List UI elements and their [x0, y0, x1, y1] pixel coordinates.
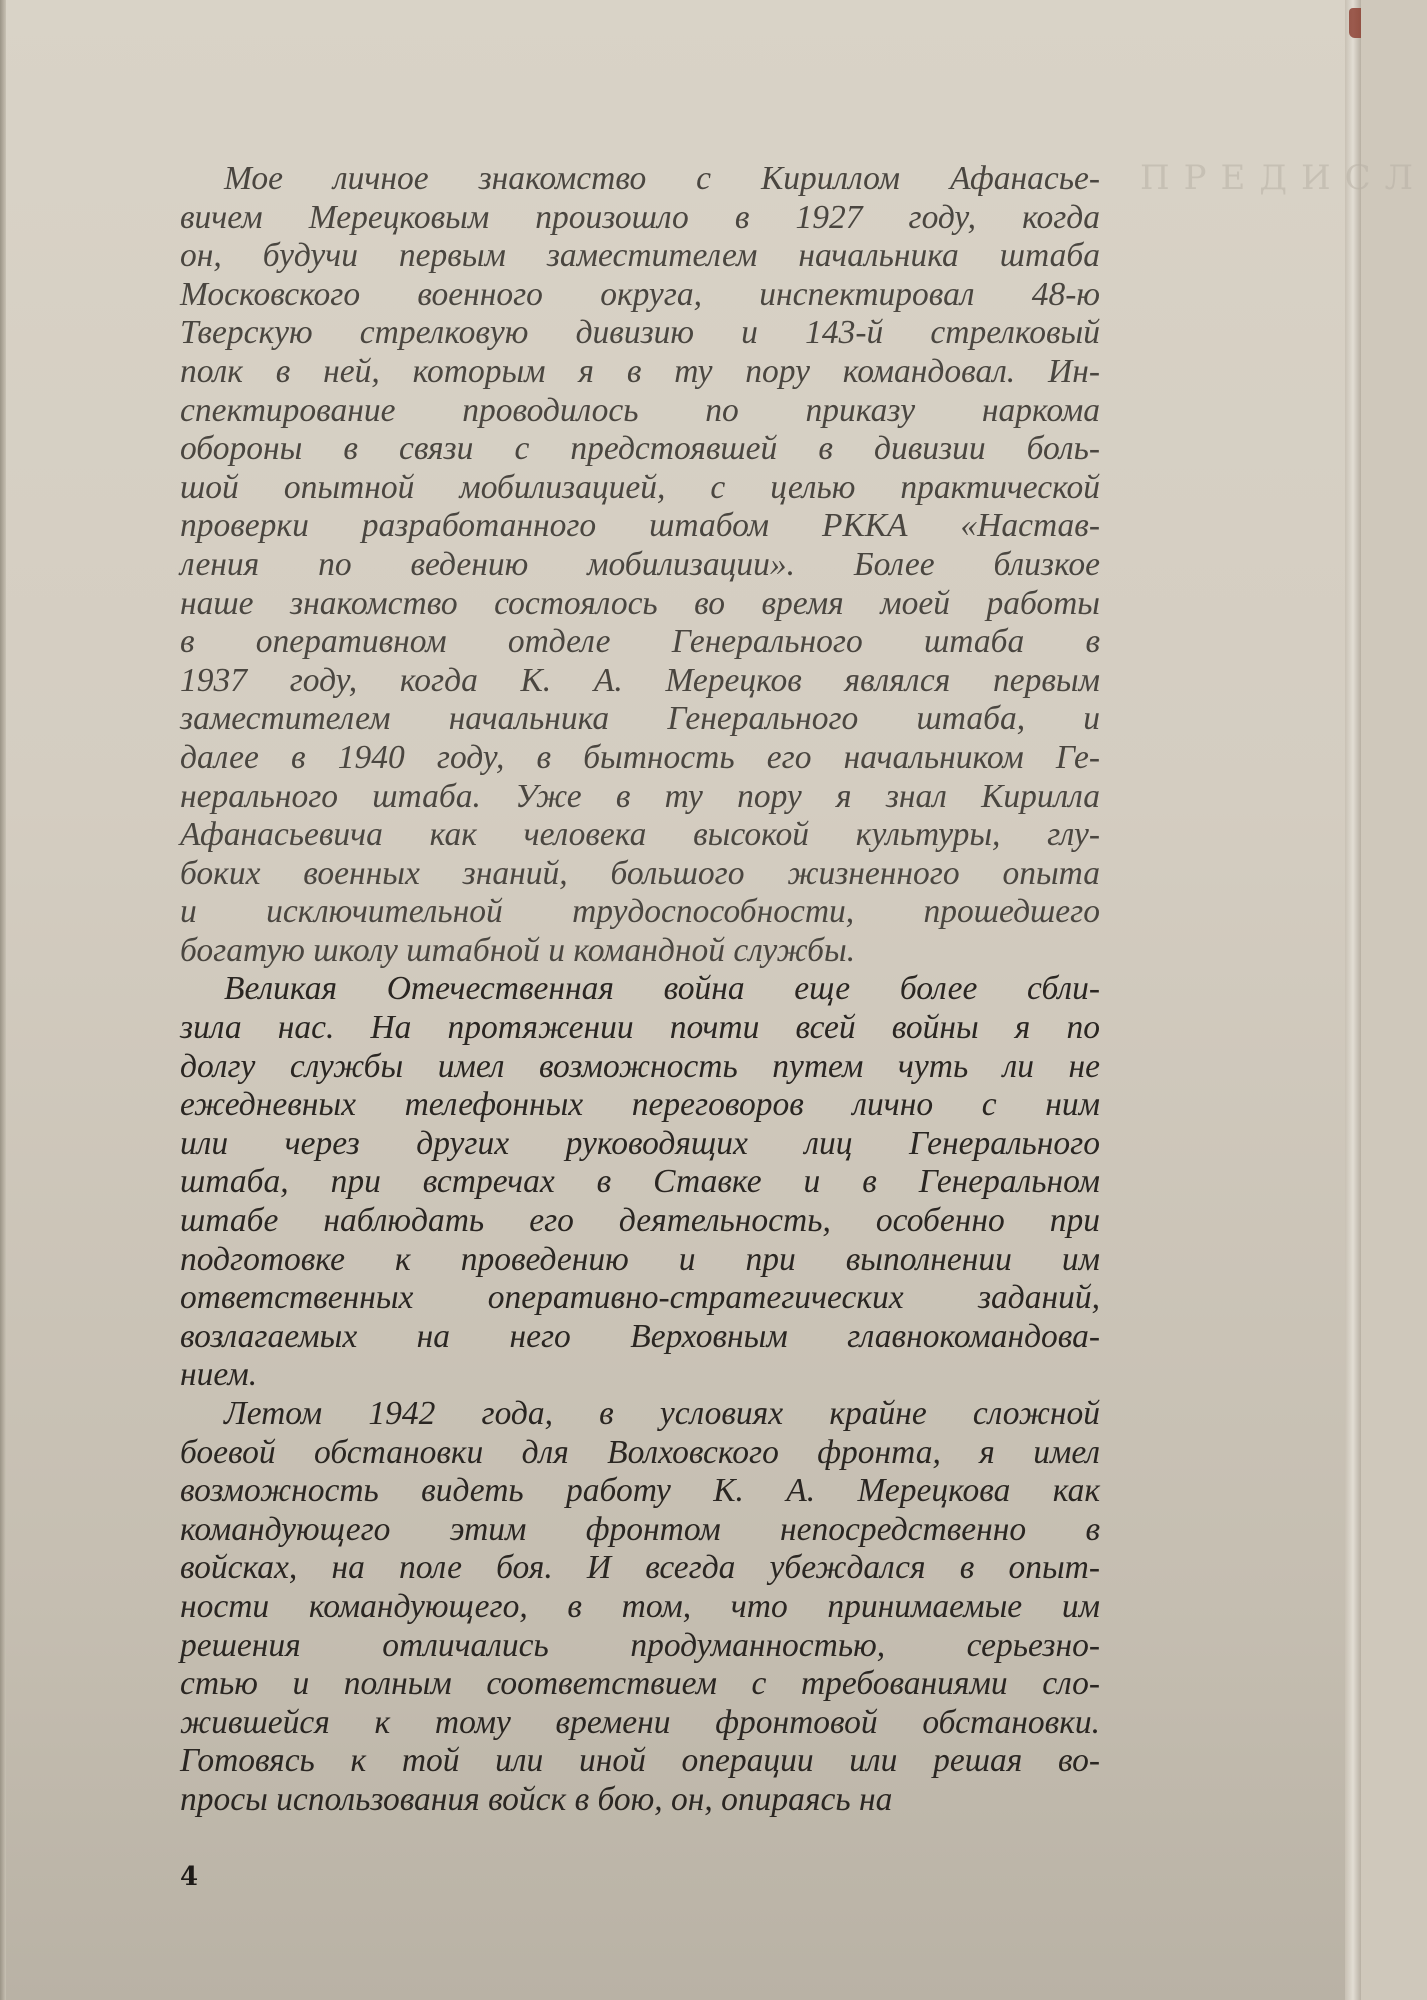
text-line: заместителем начальника Генерального штаба, и — [180, 700, 1100, 738]
text-line: просы использования войск в бою, он, опираясь на — [180, 1780, 893, 1818]
text-line: нерального штаба. Уже в ту пору я знал Кирилла — [180, 777, 1100, 815]
text-line: 1937 году, когда К. А. Мерецков являлся первым — [180, 661, 1100, 699]
text-line: возможность видеть работу К. А. Мерецкова как — [180, 1472, 1100, 1510]
corner-bookmark-mark — [1349, 8, 1361, 38]
text-line: и исключительной трудоспособности, прошедшего — [180, 893, 1100, 931]
text-line: подготовке к проведению и при выполнении им — [180, 1240, 1100, 1278]
text-line: наше знакомство состоялось во время моей работы — [180, 584, 1100, 622]
text-line: вичем Мерецковым произошло в 1927 году, когда — [180, 198, 1100, 236]
text-line: шой опытной мобилизацией, с целью практической — [180, 468, 1100, 506]
text-line: Московского военного округа, инспектировал 48-ю — [180, 275, 1100, 313]
text-line: Тверскую стрелковую дивизию и 143-й стрелковый — [180, 314, 1100, 352]
text-line: штаба, при встречах в Ставке и в Генеральном — [180, 1163, 1100, 1201]
text-line: он, будучи первым заместителем начальника штаба — [180, 237, 1100, 275]
text-line: Великая Отечественная война еще более сбли- — [224, 970, 1100, 1008]
text-line: ответственных оперативно-стратегических заданий, — [180, 1279, 1100, 1317]
text-line: боевой обстановки для Волховского фронта, я имел — [180, 1433, 1100, 1471]
page-number: 4 — [180, 1862, 199, 1892]
paragraph-3 — [180, 1395, 1100, 1820]
text-line: далее в 1940 году, в бытность его начальником Ге- — [180, 738, 1100, 776]
bleed-through-heading: ПРЕДИСЛ — [1140, 158, 1427, 198]
paragraph-2 — [180, 970, 1100, 1395]
text-line: командующего этим фронтом непосредственно в — [180, 1510, 1100, 1548]
text-line: Летом 1942 года, в условиях крайне сложной — [224, 1395, 1100, 1432]
text-line: ности командующего, в том, что принимаемые им — [180, 1587, 1100, 1625]
text-line: возлагаемых на него Верховным главнокомандова- — [180, 1317, 1100, 1355]
paragraph-1 — [180, 160, 1100, 970]
text-line: долгу службы имел возможность путем чуть ли не — [180, 1047, 1100, 1085]
text-line: нием. — [180, 1356, 258, 1394]
text-line: войсках, на поле боя. И всегда убеждался в опыт- — [180, 1549, 1100, 1587]
text-line: жившейся к тому времени фронтовой обстановки. — [180, 1703, 1100, 1741]
text-line: решения отличались продуманностью, серьезно- — [180, 1626, 1100, 1664]
text-line: Мое личное знакомство с Кириллом Афанасье- — [224, 160, 1100, 197]
body-text — [180, 160, 1100, 1820]
text-line: проверки разработанного штабом РККА «Настав- — [180, 507, 1100, 545]
text-line: Афанасьевича как человека высокой культуры, глу- — [180, 816, 1100, 854]
text-line: спектирование проводилось по приказу наркома — [180, 391, 1100, 429]
text-line: штабе наблюдать его деятельность, особенно при — [180, 1202, 1100, 1240]
text-line: стью и полным соответствием с требованиями сло- — [180, 1665, 1100, 1703]
text-line: боких военных знаний, большого жизненного опыта — [180, 854, 1100, 892]
text-line: ления по ведению мобилизации». Более близкое — [180, 545, 1100, 583]
text-line: зила нас. На протяжении почти всей войны я по — [180, 1009, 1100, 1047]
page-edge — [1345, 0, 1361, 2000]
text-line: в оперативном отделе Генерального штаба в — [180, 623, 1100, 661]
text-line: ежедневных телефонных переговоров лично с ним — [180, 1086, 1100, 1124]
page-gutter-shadow — [0, 0, 6, 2000]
text-line: богатую школу штабной и командной службы. — [180, 931, 856, 969]
text-line: или через других руководящих лиц Генерального — [180, 1124, 1100, 1162]
text-line: полк в ней, которым я в ту пору командовал. Ин- — [180, 352, 1100, 390]
text-line: обороны в связи с предстоявшей в дивизии боль- — [180, 430, 1100, 468]
text-line: Готовясь к той или иной операции или решая во- — [180, 1742, 1100, 1780]
